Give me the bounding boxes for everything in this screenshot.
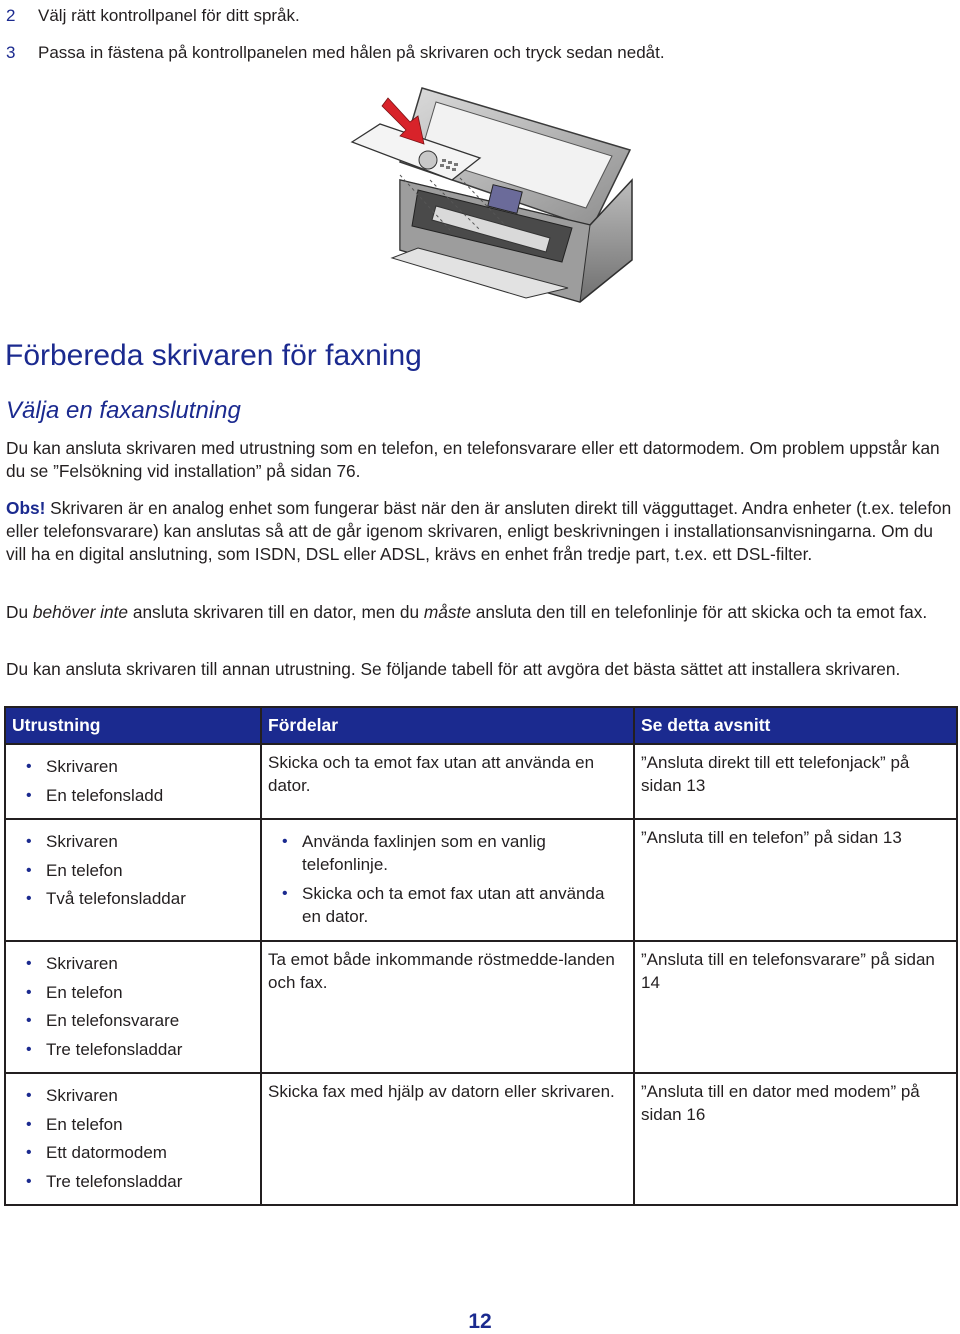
table-row	[5, 941, 957, 1073]
column-header: Fördelar	[261, 707, 634, 744]
equipment-item: • Tre telefonsladdar	[12, 1038, 254, 1061]
page-heading: Förbereda skrivaren för faxning	[5, 339, 422, 372]
table-header-row	[5, 707, 957, 744]
text-fragment: Du	[6, 602, 33, 622]
benefit-item: • Använda faxlinjen som en vanlig telefonlinje.	[268, 830, 627, 876]
section-cell: ”Ansluta direkt till ett telefonjack” på sidan 13	[634, 744, 957, 819]
equipment-cell	[5, 941, 261, 1073]
table-intro-paragraph: Du kan ansluta skrivaren till annan utrustning. Se följande tabell för att avgöra det bästa sättet att installera skrivaren.	[6, 659, 901, 679]
step-number: 2	[6, 6, 16, 25]
step-text: Välj rätt kontrollpanel för ditt språk.	[38, 6, 300, 25]
note-text: Skrivaren är en analog enhet som fungerar bäst när den är ansluten direkt till vägguttaget. Andra enheter (t.ex. telefon eller telefonsvarare) kan anslutas så att de går igenom skrivaren, enligt beskrivningen i installationsanvisningarna. Om du vill ha en digital anslutning, som ISDN, DSL eller ADSL, krävs en enhet från tredje part, t.ex. ett DSL-filter.	[6, 498, 952, 564]
equipment-item: • Skrivaren	[12, 952, 254, 975]
section-cell: ”Ansluta till en dator med modem” på sidan 16	[634, 1073, 957, 1205]
equipment-cell	[5, 819, 261, 941]
benefit-item: • Skicka och ta emot fax utan att använda en dator.	[268, 882, 627, 928]
page-number: 12	[468, 1310, 492, 1333]
equipment-item: • Tre telefonsladdar	[12, 1170, 254, 1193]
table-row	[5, 819, 957, 941]
text-fragment: ansluta skrivaren till en dator, men du	[128, 602, 424, 622]
equipment-item: • Två telefonsladdar	[12, 887, 254, 910]
step-number: 3	[6, 43, 16, 62]
equipment-item: • En telefon	[12, 859, 254, 882]
equipment-item: • Skrivaren	[12, 755, 254, 778]
section-cell: ”Ansluta till en telefonsvarare” på sidan 14	[634, 941, 957, 1073]
equipment-item: • Ett datormodem	[12, 1141, 254, 1164]
benefits-cell: Ta emot både inkommande röstmedde-landen och fax.	[261, 941, 634, 1073]
equipment-item: • En telefonsladd	[12, 784, 254, 807]
step-2	[6, 5, 300, 27]
equipment-cell	[5, 1073, 261, 1205]
text-fragment: ansluta den till en telefonlinje för att skicka och ta emot fax.	[470, 602, 928, 622]
equipment-table	[4, 706, 958, 1206]
section-subheading: Välja en faxanslutning	[6, 397, 241, 424]
emphasis: behöver inte	[32, 602, 129, 622]
equipment-cell	[5, 744, 261, 819]
emphasis: måste	[423, 602, 471, 622]
intro-paragraph: Du kan ansluta skrivaren med utrustning som en telefon, en telefonsvarare eller ett datormodem. Om problem uppstår kan du se ”Felsökning vid installation” på sidan 76.	[6, 438, 940, 481]
column-header: Se detta avsnitt	[634, 707, 957, 744]
equipment-item: • En telefonsvarare	[12, 1009, 254, 1032]
note-paragraph	[6, 497, 956, 566]
section-cell: ”Ansluta till en telefon” på sidan 13	[634, 819, 957, 941]
benefits-cell: Skicka och ta emot fax utan att använda en dator.	[261, 744, 634, 819]
equipment-item: • En telefon	[12, 981, 254, 1004]
printer-illustration	[340, 80, 640, 305]
step-3	[6, 42, 665, 64]
benefits-cell: Skicka fax med hjälp av datorn eller skrivaren.	[261, 1073, 634, 1205]
step-text: Passa in fästena på kontrollpanelen med hålen på skrivaren och tryck sedan nedåt.	[38, 43, 665, 62]
equipment-item: • En telefon	[12, 1113, 254, 1136]
table-row	[5, 744, 957, 819]
equipment-item: • Skrivaren	[12, 1084, 254, 1107]
need-paragraph	[6, 601, 956, 624]
table-row	[5, 1073, 957, 1205]
note-label: Obs!	[6, 498, 46, 518]
column-header: Utrustning	[5, 707, 261, 744]
equipment-item: • Skrivaren	[12, 830, 254, 853]
benefits-cell	[261, 819, 634, 941]
